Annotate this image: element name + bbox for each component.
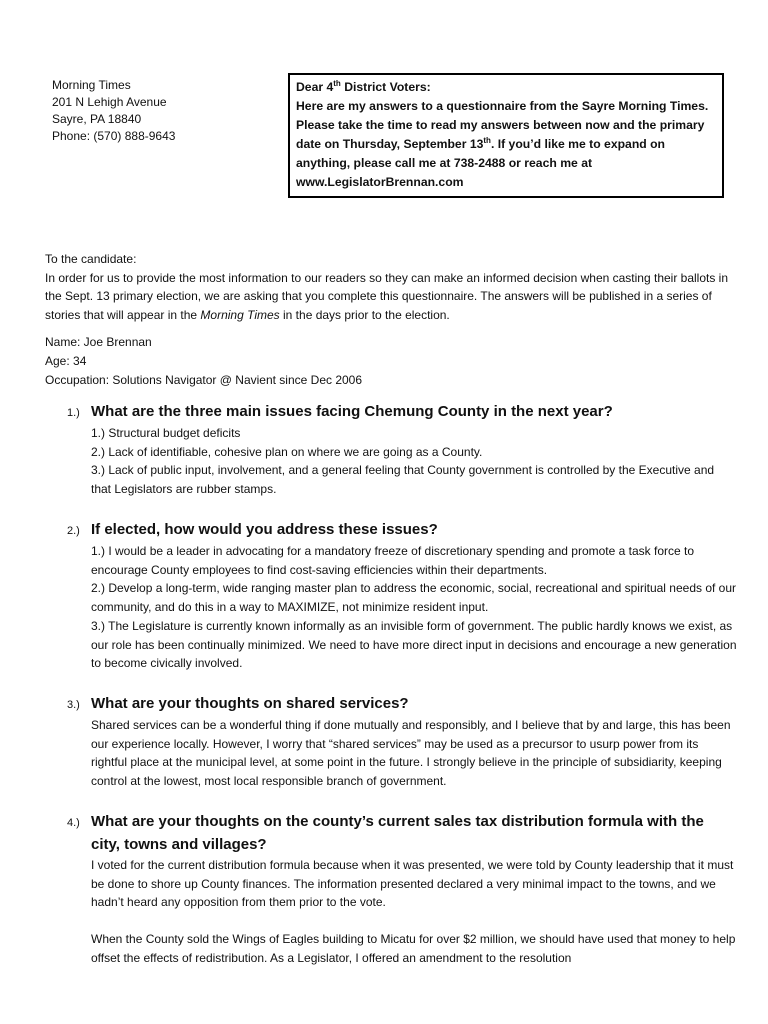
answer-block — [91, 424, 737, 499]
note-greeting: Dear 4th District Voters: — [296, 78, 431, 94]
answer-item: 3.) Lack of public input, involvement, and a general feeling that County government is controlled by the Executive and that Legislators are rubber stamps. — [91, 463, 715, 497]
newspaper-name: Morning Times — [52, 78, 131, 92]
newspaper-city: Sayre, PA 18840 — [52, 112, 142, 126]
question-number: 4.) — [67, 817, 80, 829]
answer-block — [91, 542, 737, 673]
newspaper-address-block — [52, 77, 175, 145]
question-4 — [67, 809, 737, 968]
question-title: What are your thoughts on shared services? — [91, 695, 409, 712]
intro-salutation: To the candidate: — [45, 252, 137, 266]
answer-item: 1.) Structural budget deficits — [91, 426, 241, 440]
answer-block — [91, 716, 737, 791]
question-1 — [67, 399, 737, 499]
intro-section — [45, 250, 735, 324]
newspaper-street: 201 N Lehigh Avenue — [52, 95, 167, 109]
voter-note-box — [288, 73, 724, 198]
answer-item: Shared services can be a wonderful thing if done mutually and responsibly, and I believe that by and large, this has been our experience locally. However, I worry that “shared services” may be used as a precursor to usurp power from its rightful place at the municipal level, at some point in the future. I strongly believe in the principle of subsidiarity, keeping control at the lowest, most local responsible branch of government. — [91, 718, 731, 789]
question-title: What are your thoughts on the county’s current sales tax distribution formula with the — [91, 813, 704, 830]
candidate-age: Age: 34 — [45, 354, 87, 368]
answer-item: 2.) Lack of identifiable, cohesive plan on where we are going as a County. — [91, 444, 483, 459]
question-title: What are the three main issues facing Chemung County in the next year? — [91, 403, 613, 420]
answer-item: 3.) The Legislature is currently known informally as an invisible form of government. The public hardly knows we exist, as our role has been continually minimized. We need to have more direct input in decisions and encourage a new generation to become civically involved. — [91, 618, 737, 671]
answer-item: 1.) I would be a leader in advocating for a mandatory freeze of discretionary spending and promote a task force to encourage County employees to find cost-saving efficiencies within their departments. — [91, 544, 695, 577]
question-number: 3.) — [67, 699, 80, 711]
newspaper-phone: Phone: (570) 888-9643 — [52, 129, 176, 143]
candidate-info — [45, 333, 362, 390]
answer-item: 2.) Develop a long-term, wide ranging master plan to address the economic, social, recreational and spiritual needs of our community, and do this in a way to MAXIMIZE, not minimize resident input. — [91, 581, 737, 615]
answer-block — [91, 856, 737, 968]
question-number: 1.) — [67, 407, 80, 419]
question-title: If elected, how would you address these issues? — [91, 521, 438, 538]
candidate-occupation: Occupation: Solutions Navigator @ Navient since Dec 2006 — [45, 373, 363, 387]
answer-item: When the County sold the Wings of Eagles building to Micatu for over $2 million, we should have used that money to help offset the effects of redistribution. As a Legislator, I offered an amendment to the resolution — [91, 932, 736, 965]
note-text: Here are my answers to a questionnaire from the Sayre Morning Times. Please take the time to read my answers between now and the primary date on Thursday, September 13th. If you’d like me to expand on anything, please call me at 738-2488 or reach me at www.LegislatorBrennan.com — [296, 99, 709, 189]
question-3 — [67, 691, 737, 791]
question-2 — [67, 517, 737, 673]
answer-item: I voted for the current distribution formula because when it was presented, we were told by County leadership that it must be done to shore up County finances. The information presented declared a very minimal impact to the towns, and we hadn’t heard any opposition from them prior to the vote. — [91, 858, 734, 910]
question-number: 2.) — [67, 525, 80, 537]
question-title-continued: city, towns and villages? — [91, 836, 267, 853]
candidate-name: Name: Joe Brennan — [45, 335, 152, 349]
intro-paragraph: In order for us to provide the most information to our readers so they can make an informed decision when casting their ballots in the Sept. 13 primary election, we are asking that you complete this questionnaire. The answers will be published in a series of stories that will appear in the Morning Times in the days prior to the election. — [45, 270, 729, 322]
